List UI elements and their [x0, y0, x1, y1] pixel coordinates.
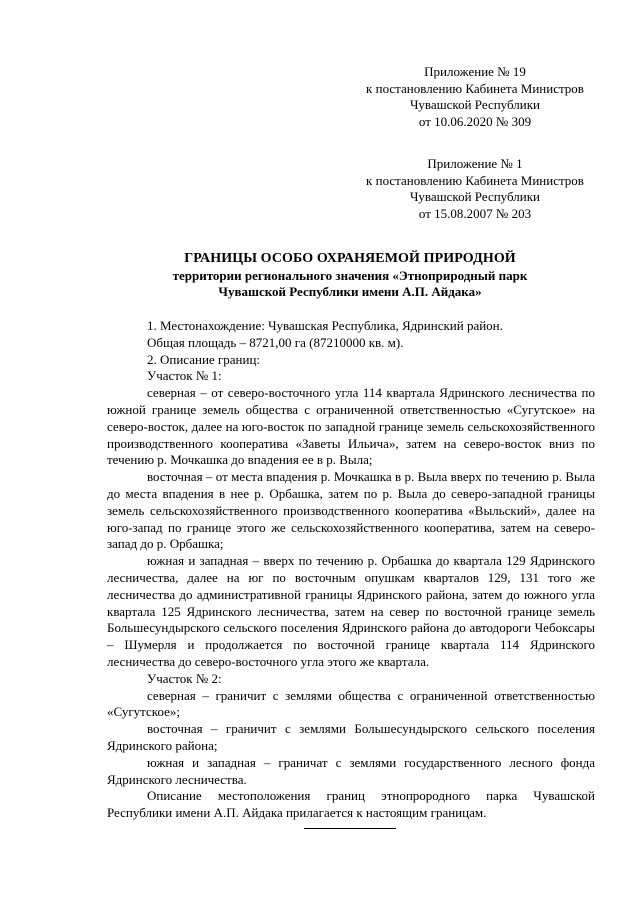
- body-paragraph: южная и западная – граничат с землями государственного лесного фонда Ядринского лесничества.: [107, 754, 595, 787]
- title-subtitle-line: Чувашской Республики имени А.П. Айдака»: [218, 284, 482, 299]
- appendix-19-line: Приложение № 19: [424, 64, 526, 79]
- body-paragraph: 1. Местонахождение: Чувашская Республика, Ядринский район.: [147, 318, 503, 333]
- document-title: [0, 251, 640, 301]
- body-paragraph: Участок № 1:: [147, 368, 222, 384]
- body-paragraph: северная – от северо-восточного угла 114 квартала Ядринского лесничества по южной границе земель общества с ограниченной ответственностью «Сугутское» на северо-восток, далее на юго-восток по западной границе земель сельскохозяйственного производственного кооператива «Заветы Ильича», затем на северо-восток вниз по течению р. Мочкашка до впадения ее в р. Выла;: [107, 385, 595, 468]
- body-paragraph: Участок № 2:: [147, 670, 222, 686]
- body-paragraph: восточная – от места впадения р. Мочкашка в р. Выла вверх по течению р. Выла до места впадения в нее р. Орбашка, затем по р. Выла до северо-западной границы земель сельскохозяйственного производственного кооператива «Выльский», далее на юго-запад по границе этого же сельскохозяйственного кооператива, затем на северо-запад до р. Орбашка;: [107, 469, 595, 552]
- body-paragraph: Описание местоположения границ этнопрородного парка Чувашской Республики имени А.П. Айдака прилагается к настоящим границам.: [107, 788, 595, 821]
- appendix-1-line: Приложение № 1: [427, 156, 523, 171]
- appendix-1-line: Чувашской Республики: [409, 189, 541, 204]
- appendix-19-line: Чувашской Республики: [409, 97, 541, 112]
- body-paragraph: Общая площадь – 8721,00 га (87210000 кв. м).: [147, 334, 404, 350]
- appendix-1-header: [350, 156, 600, 222]
- appendix-1-line: от 15.08.2007 № 203: [418, 205, 532, 221]
- appendix-1-line: к постановлению Кабинета Министров: [366, 172, 584, 188]
- appendix-19-line: к постановлению Кабинета Министров: [366, 80, 584, 96]
- appendix-19-header: [350, 64, 600, 130]
- body-paragraph: северная – граничит с землями общества с ограниченной ответственностью «Сугутское»;: [107, 687, 595, 720]
- document-body: [107, 318, 595, 822]
- body-paragraph: восточная – граничит с землями Большесундырского сельского поселения Ядринского района;: [107, 721, 595, 753]
- title-subtitle-line: территории регионального значения «Этноприродный парк: [172, 267, 528, 283]
- body-paragraph: южная и западная – вверх по течению р. Орбашка до квартала 129 Ядринского лесничества, далее на юг по восточным опушкам кварталов 129, 131 того же лесничества до административной границы Ядринского района, затем до южного угла квартала 125 Ядринского лесничества, затем на север по восточной границе земель Большесундырского сельского поселения Ядринского района до автодороги Чебоксары – Шумерля и продолжается по восточной границе квартала 114 Ядринского лесничества до северо-восточного угла этого же квартала.: [107, 553, 595, 669]
- title-main-line: ГРАНИЦЫ ОСОБО ОХРАНЯЕМОЙ ПРИРОДНОЙ: [184, 251, 516, 266]
- closing-divider: [304, 828, 396, 829]
- body-paragraph: 2. Описание границ:: [147, 351, 261, 367]
- appendix-19-line: от 10.06.2020 № 309: [418, 113, 532, 129]
